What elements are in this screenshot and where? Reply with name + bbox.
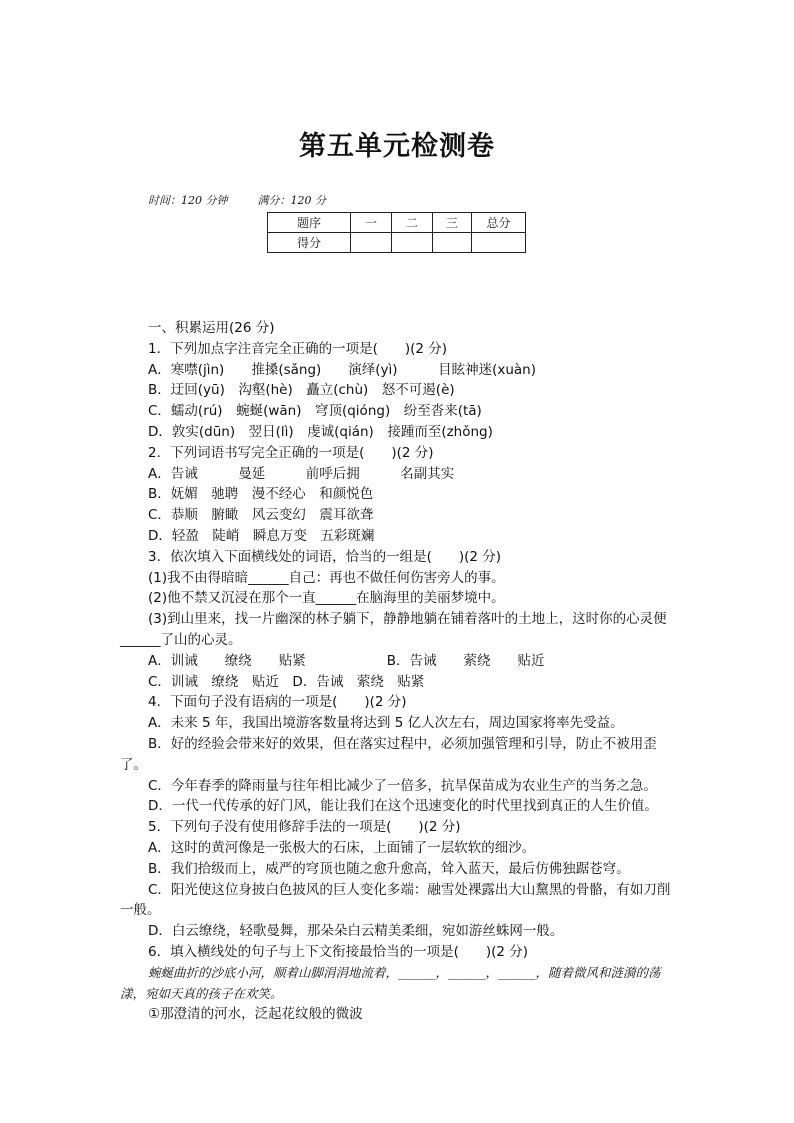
exam-full-score: 满分：120 分 [257,194,326,207]
q5-option-c: C．阳光使这位身披白色披风的巨人变化多端：融雪处裸露出大山黧黑的骨骼，有如刀削一般。 [120,881,671,919]
page-title: 第五单元检测卷 [299,131,495,162]
score-table-score-row [268,233,526,253]
q2-option-b: B．妩媚 驰聘 漫不经心 和颜悦色 [148,486,374,503]
q2-option-c: C．恭顺 腑瞰 风云变幻 震耳欲聋 [148,507,374,524]
score-cell[interactable] [392,233,433,253]
q4-option-d: D．一代一代传承的好门风，能让我们在这个迅速变化的时代里找到真正的人生价值。 [148,798,658,815]
score-header-cell: 二 [392,213,433,233]
q3-options-ab: A．训诫 缭绕 贴紧 B．告诫 萦绕 贴近 [148,652,545,669]
score-cell[interactable] [351,233,392,253]
q4-option-a: A．未来 5 年，我国出境游客数量将达到 5 亿人次左右，周边国家将率先受益。 [148,715,624,732]
q2-option-a: A．告诫 曼延 前呼后拥 名副其实 [148,465,455,482]
q6-item-1: ①那澄清的河水，泛起花纹般的微波 [148,1006,363,1023]
exam-time: 时间：120 分钟 [148,194,228,207]
q6-passage: 蜿蜒曲折的沙底小河，顺着山脚涓涓地流着，______，______，______，随着微风和涟漪的荡漾，宛如天真的孩子在欢笑。 [120,964,661,1001]
q1-option-d: D．敦实(dūn) 翌日(lì) 虔诚(qián) 接踵而至(zhǒng) [148,423,493,440]
score-row-label: 得分 [268,233,351,253]
q1-option-c: C．蠕动(rú) 蜿蜒(wān) 穹顶(qióng) 纷至沓来(tā) [148,403,482,420]
q1-option-b: B．迂回(yū) 沟壑(hè) 矗立(chù) 怒不可遏(è) [148,382,455,399]
exam-content [120,318,675,1025]
question-1: 1．下列加点字注音完全正确的一项是( )(2 分) [148,340,448,357]
q4-option-c: C．今年春季的降雨量与往年相比减少了一倍多，抗旱保苗成为农业生产的当务之急。 [148,777,657,794]
score-header-cell: 一 [351,213,392,233]
q5-option-d: D．白云缭绕，轻歌曼舞，那朵朵白云精美柔细，宛如游丝蛛网一般。 [148,923,564,940]
q1-option-a: A．寒噤(jìn) 推搡(sǎng) 演绎(yì) 目眩神迷(xuàn) [148,361,536,378]
score-cell[interactable] [433,233,472,253]
question-4: 4．下面句子没有语病的一项是( )(2 分) [148,694,407,711]
exam-meta [148,192,326,208]
score-header-cell: 三 [433,213,472,233]
score-table [267,212,526,253]
q3-sentence-1: (1)我不由得暗暗______自己：再也不做任何伤害旁人的事。 [148,569,505,586]
section-heading: 一、积累运用(26 分) [148,320,275,336]
q3-options-cd: C．训诫 缭绕 贴近 D．告诫 萦绕 贴紧 [148,673,425,690]
score-cell[interactable] [472,233,526,253]
q5-option-a: A．这时的黄河像是一张极大的石床，上面铺了一层软软的细沙。 [148,839,536,856]
question-6: 6．填入横线处的句子与上下文衔接最恰当的一项是( )(2 分) [148,943,529,960]
question-3: 3．依次填入下面横线处的词语，恰当的一组是( )(2 分) [148,548,502,565]
score-table-header-row [268,213,526,233]
q3-sentence-2: (2)他不禁又沉浸在那个一直______在脑海里的美丽梦境中。 [148,590,505,607]
question-2: 2．下列词语书写完全正确的一项是( )(2 分) [148,444,434,461]
q4-option-b: B．好的经验会带来好的效果，但在落实过程中，必须加强管理和引导，防止不被用歪了。 [120,735,657,773]
score-header-cell: 题序 [268,213,351,233]
q5-option-b: B．我们拾级而上，威严的穹顶也随之愈升愈高，耸入蓝天，最后仿佛独踞苍穹。 [148,860,630,877]
q2-option-d: D．轻盈 陡峭 瞬息万变 五彩斑斓 [148,527,375,544]
question-5: 5．下列句子没有使用修辞手法的一项是( )(2 分) [148,819,461,836]
q3-sentence-3: (3)到山里来，找一片幽深的林子躺下，静静地躺在铺着落叶的土地上，这时你的心灵便______了山的心灵。 [120,611,667,648]
score-header-cell: 总分 [472,213,526,233]
